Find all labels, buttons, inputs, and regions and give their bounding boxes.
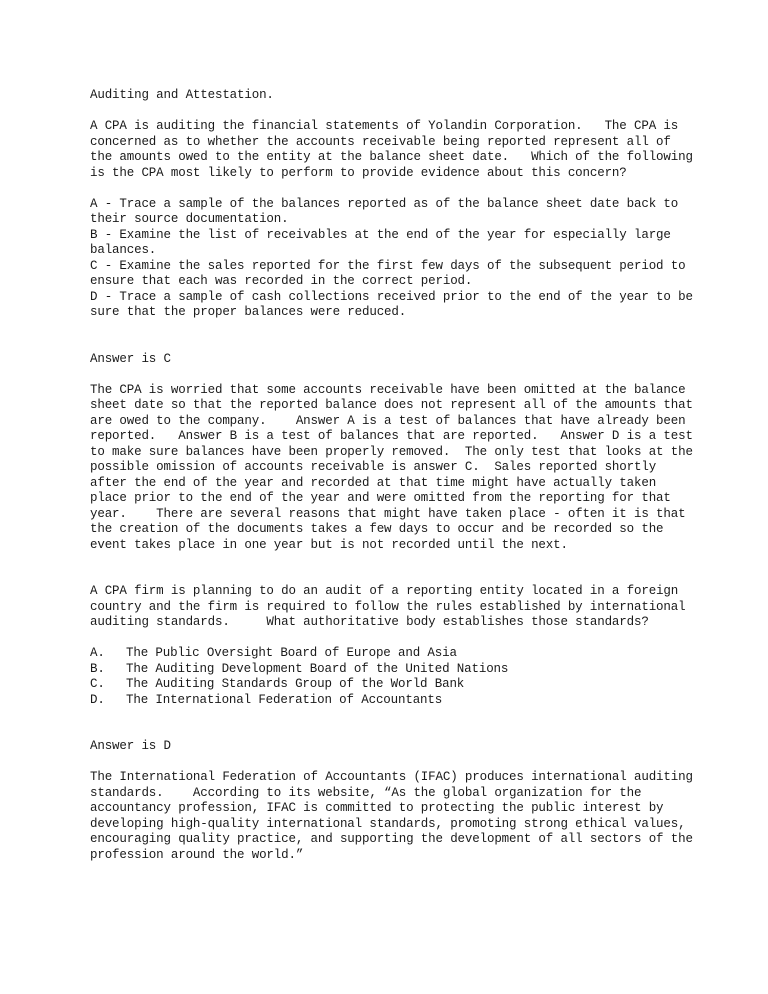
question-1-option-line: D - Trace a sample of cash collections received prior to the end of the year to be [90, 289, 693, 304]
spacer [90, 708, 690, 739]
document-page [90, 88, 693, 863]
question-2-explanation [90, 770, 693, 863]
question-2-stem [90, 584, 690, 631]
option-letter: D. [90, 692, 105, 707]
spacer [90, 367, 690, 383]
explanation-line: are owed to the company. Answer A is a test of balances that have already been [90, 413, 686, 428]
question-1-option-line: B - Examine the list of receivables at the end of the year for especially large [90, 227, 671, 242]
question-1-stem-line: is the CPA most likely to perform to provide evidence about this concern? [90, 165, 627, 180]
explanation-line: to make sure balances have been properly removed. The only test that looks at the [90, 444, 693, 459]
explanation-line: reported. Answer B is a test of balances that are reported. Answer D is a test [90, 429, 693, 443]
question-2-option-c [90, 677, 690, 693]
spacer [90, 321, 690, 352]
question-2-option-b [90, 662, 690, 678]
explanation-line: possible omission of accounts receivable is answer C. Sales reported shortly [90, 460, 657, 474]
question-1-stem [90, 119, 693, 181]
explanation-line: after the end of the year and recorded at that time might have actually taken [90, 475, 657, 490]
explanation-line: the creation of the documents takes a few days to occur and be recorded so the [90, 522, 664, 536]
option-text: The Auditing Development Board of the United Nations [126, 661, 509, 676]
explanation-line: standards. According to its website, “As the global organization for the [90, 785, 642, 800]
question-1-stem-line: the amounts owed to the entity at the balance sheet date. Which of the following [90, 150, 693, 164]
question-2-option-d [90, 693, 690, 709]
option-text: The Auditing Standards Group of the World Bank [126, 677, 465, 691]
question-2-stem-line: A CPA firm is planning to do an audit of a reporting entity located in a foreign [90, 584, 679, 598]
spacer [90, 631, 690, 647]
explanation-line: profession around the world.” [90, 847, 304, 862]
explanation-line: place prior to the end of the year and were omitted from the reporting for that [90, 491, 671, 505]
question-1-option-line: sure that the proper balances were reduced. [90, 305, 407, 319]
question-1-options [90, 196, 693, 321]
spacer [90, 181, 690, 197]
explanation-line: sheet date so that the reported balance does not represent all of the amounts that [90, 398, 693, 412]
question-2-stem-line: auditing standards. What authoritative body establishes those standards? [90, 615, 649, 629]
question-2-answer: Answer is D [90, 739, 171, 753]
question-1-answer: Answer is C [90, 351, 171, 366]
question-2-options [90, 646, 690, 708]
explanation-line: event takes place in one year but is not recorded until the next. [90, 537, 568, 552]
question-1-option-line: their source documentation. [90, 212, 289, 226]
option-letter: A. [90, 646, 105, 660]
question-1-option-line: balances. [90, 243, 157, 257]
spacer [90, 553, 690, 584]
option-text: The Public Oversight Board of Europe and Asia [126, 646, 457, 660]
explanation-line: accountancy profession, IFAC is committed to protecting the public interest by [90, 801, 664, 815]
spacer [90, 104, 690, 120]
document-title: Auditing and Attestation. [90, 88, 274, 102]
option-letter: B. [90, 661, 105, 676]
question-1-explanation [90, 382, 693, 554]
question-2-stem-line: country and the firm is required to follow the rules established by international [90, 599, 686, 614]
explanation-line: encouraging quality practice, and supporting the development of all sectors of the [90, 832, 693, 846]
spacer [90, 755, 690, 771]
question-1-stem-line: A CPA is auditing the financial statements of Yolandin Corporation. The CPA is [90, 119, 679, 133]
question-2-option-a [90, 646, 690, 662]
explanation-line: year. There are several reasons that might have taken place - often it is that [90, 506, 686, 521]
question-1-option-line: ensure that each was recorded in the correct period. [90, 274, 473, 288]
question-1-option-line: A - Trace a sample of the balances reported as of the balance sheet date back to [90, 196, 679, 211]
question-1-stem-line: concerned as to whether the accounts receivable being reported represent all of [90, 134, 671, 149]
explanation-line: The International Federation of Accountants (IFAC) produces international auditing [90, 770, 693, 784]
question-1-option-line: C - Examine the sales reported for the first few days of the subsequent period to [90, 258, 686, 273]
option-text: The International Federation of Accountants [126, 692, 443, 707]
option-letter: C. [90, 677, 105, 691]
explanation-line: The CPA is worried that some accounts receivable have been omitted at the balance [90, 382, 686, 397]
explanation-line: developing high-quality international standards, promoting strong ethical values, [90, 816, 686, 831]
